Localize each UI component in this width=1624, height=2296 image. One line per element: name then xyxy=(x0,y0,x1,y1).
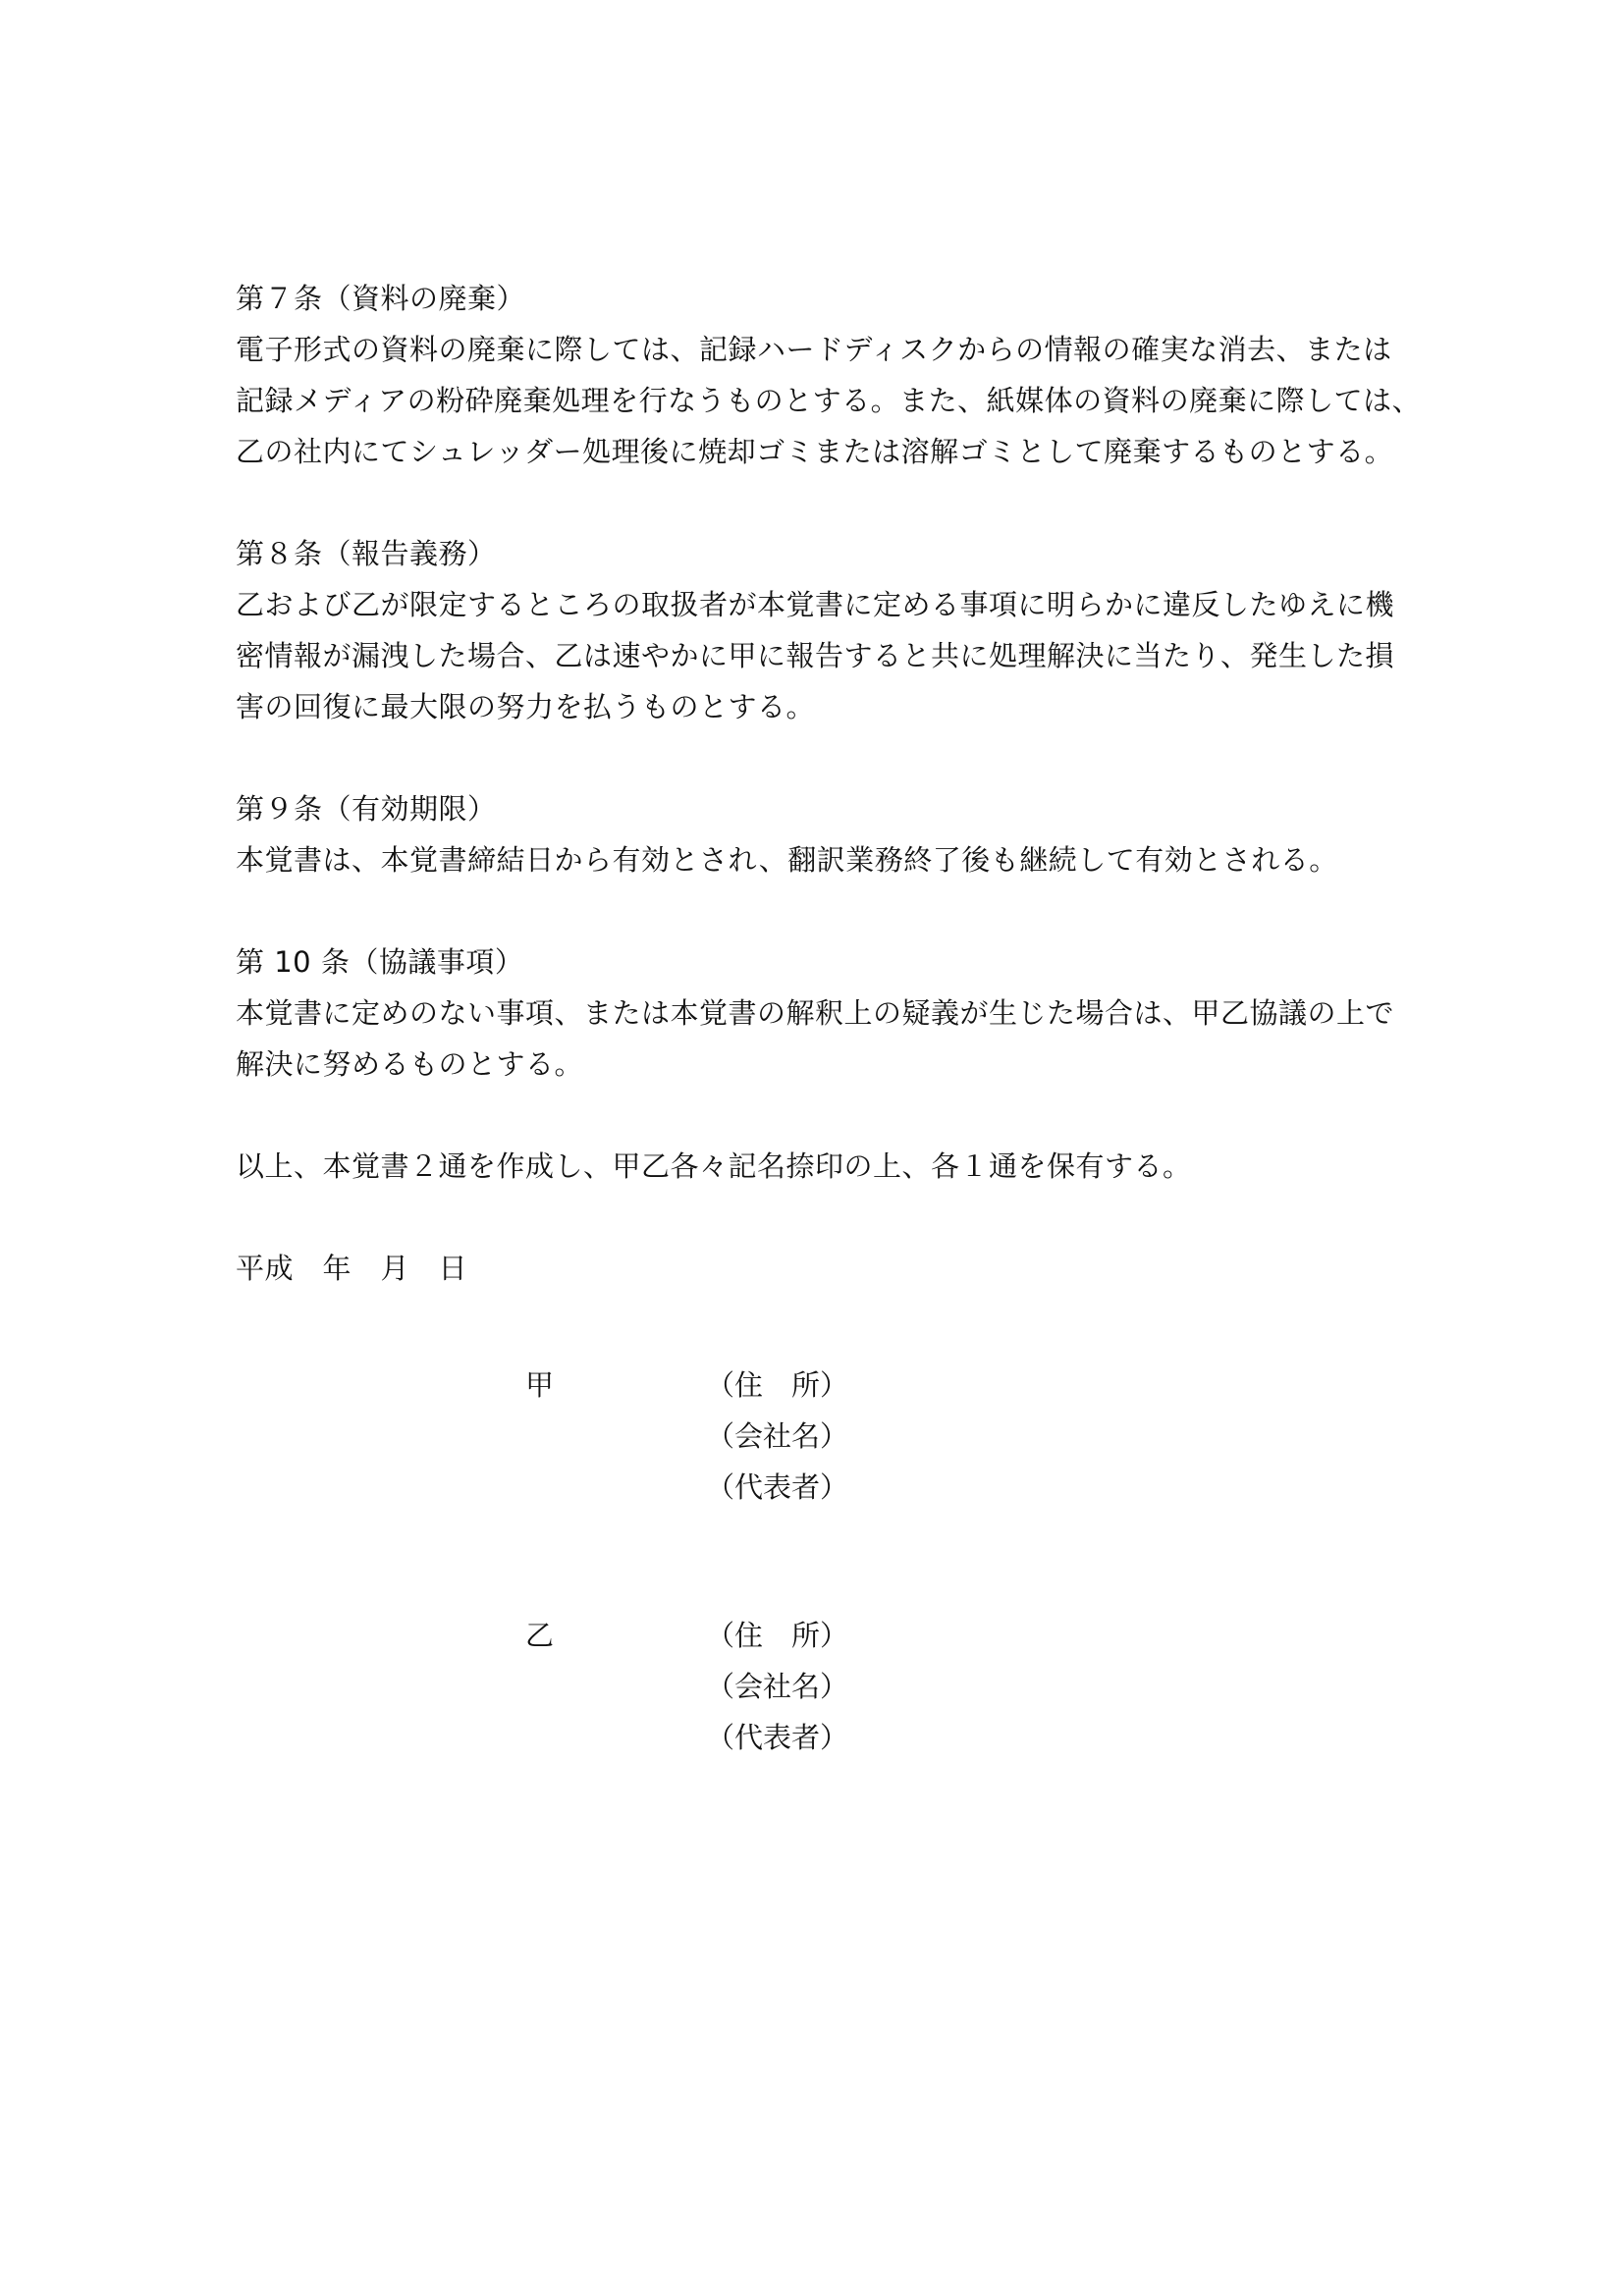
article-line: 乙および乙が限定するところの取扱者が本覚書に定める事項に明らかに違反したゆえに機 xyxy=(236,588,1395,621)
address-field: （住 所） xyxy=(706,1368,849,1402)
article-line: 電子形式の資料の廃棄に際しては、記録ハードディスクからの情報の確実な消去、または xyxy=(236,333,1392,366)
company-name-field: （会社名） xyxy=(706,1670,849,1703)
article-7 xyxy=(236,273,1422,477)
party-fields xyxy=(706,1610,1099,1763)
party-mark: 乙 xyxy=(525,1619,555,1652)
article-line: 記録メディアの粉砕廃棄処理を行なうものとする。また、紙媒体の資料の廃棄に際しては、 xyxy=(236,384,1422,417)
article-8 xyxy=(236,528,1394,732)
article-line: 本覚書は、本覚書締結日から有効とされ、翻訳業務終了後も継続して有効とされる。 xyxy=(236,843,1338,877)
closing-statement: 以上、本覚書２通を作成し、甲乙各々記名捺印の上、各１通を保有する。 xyxy=(236,1149,1192,1183)
article-line: 本覚書に定めのない事項、または本覚書の解釈上の疑義が生じた場合は、甲乙協議の上で xyxy=(236,996,1395,1030)
article-line: 密情報が漏洩した場合、乙は速やかに甲に報告すると共に処理解決に当たり、発生した損 xyxy=(236,639,1395,672)
representative-field: （代表者） xyxy=(706,1721,849,1754)
article-heading: 第９条（有効期限） xyxy=(236,792,497,826)
representative-field: （代表者） xyxy=(706,1470,849,1504)
article-heading: 第７条（資料の廃棄） xyxy=(236,282,526,315)
date-line: 平成 年 月 日 xyxy=(236,1252,468,1285)
article-line: 乙の社内にてシュレッダー処理後に焼却ゴミまたは溶解ゴミとして廃棄するものとする。 xyxy=(236,435,1394,468)
party-fields xyxy=(706,1360,1099,1513)
article-9 xyxy=(236,783,1394,885)
article-line: 解決に努めるものとする。 xyxy=(236,1047,584,1081)
article-line: 害の回復に最大限の努力を払うものとする。 xyxy=(236,690,816,723)
party-mark: 甲 xyxy=(525,1368,555,1402)
article-10 xyxy=(236,936,1394,1090)
address-field: （住 所） xyxy=(706,1619,849,1652)
company-name-field: （会社名） xyxy=(706,1419,849,1453)
article-heading: 第８条（報告義務） xyxy=(236,537,497,570)
article-heading: 第 10 条（協議事項） xyxy=(236,945,524,979)
document-body xyxy=(236,273,1422,1294)
